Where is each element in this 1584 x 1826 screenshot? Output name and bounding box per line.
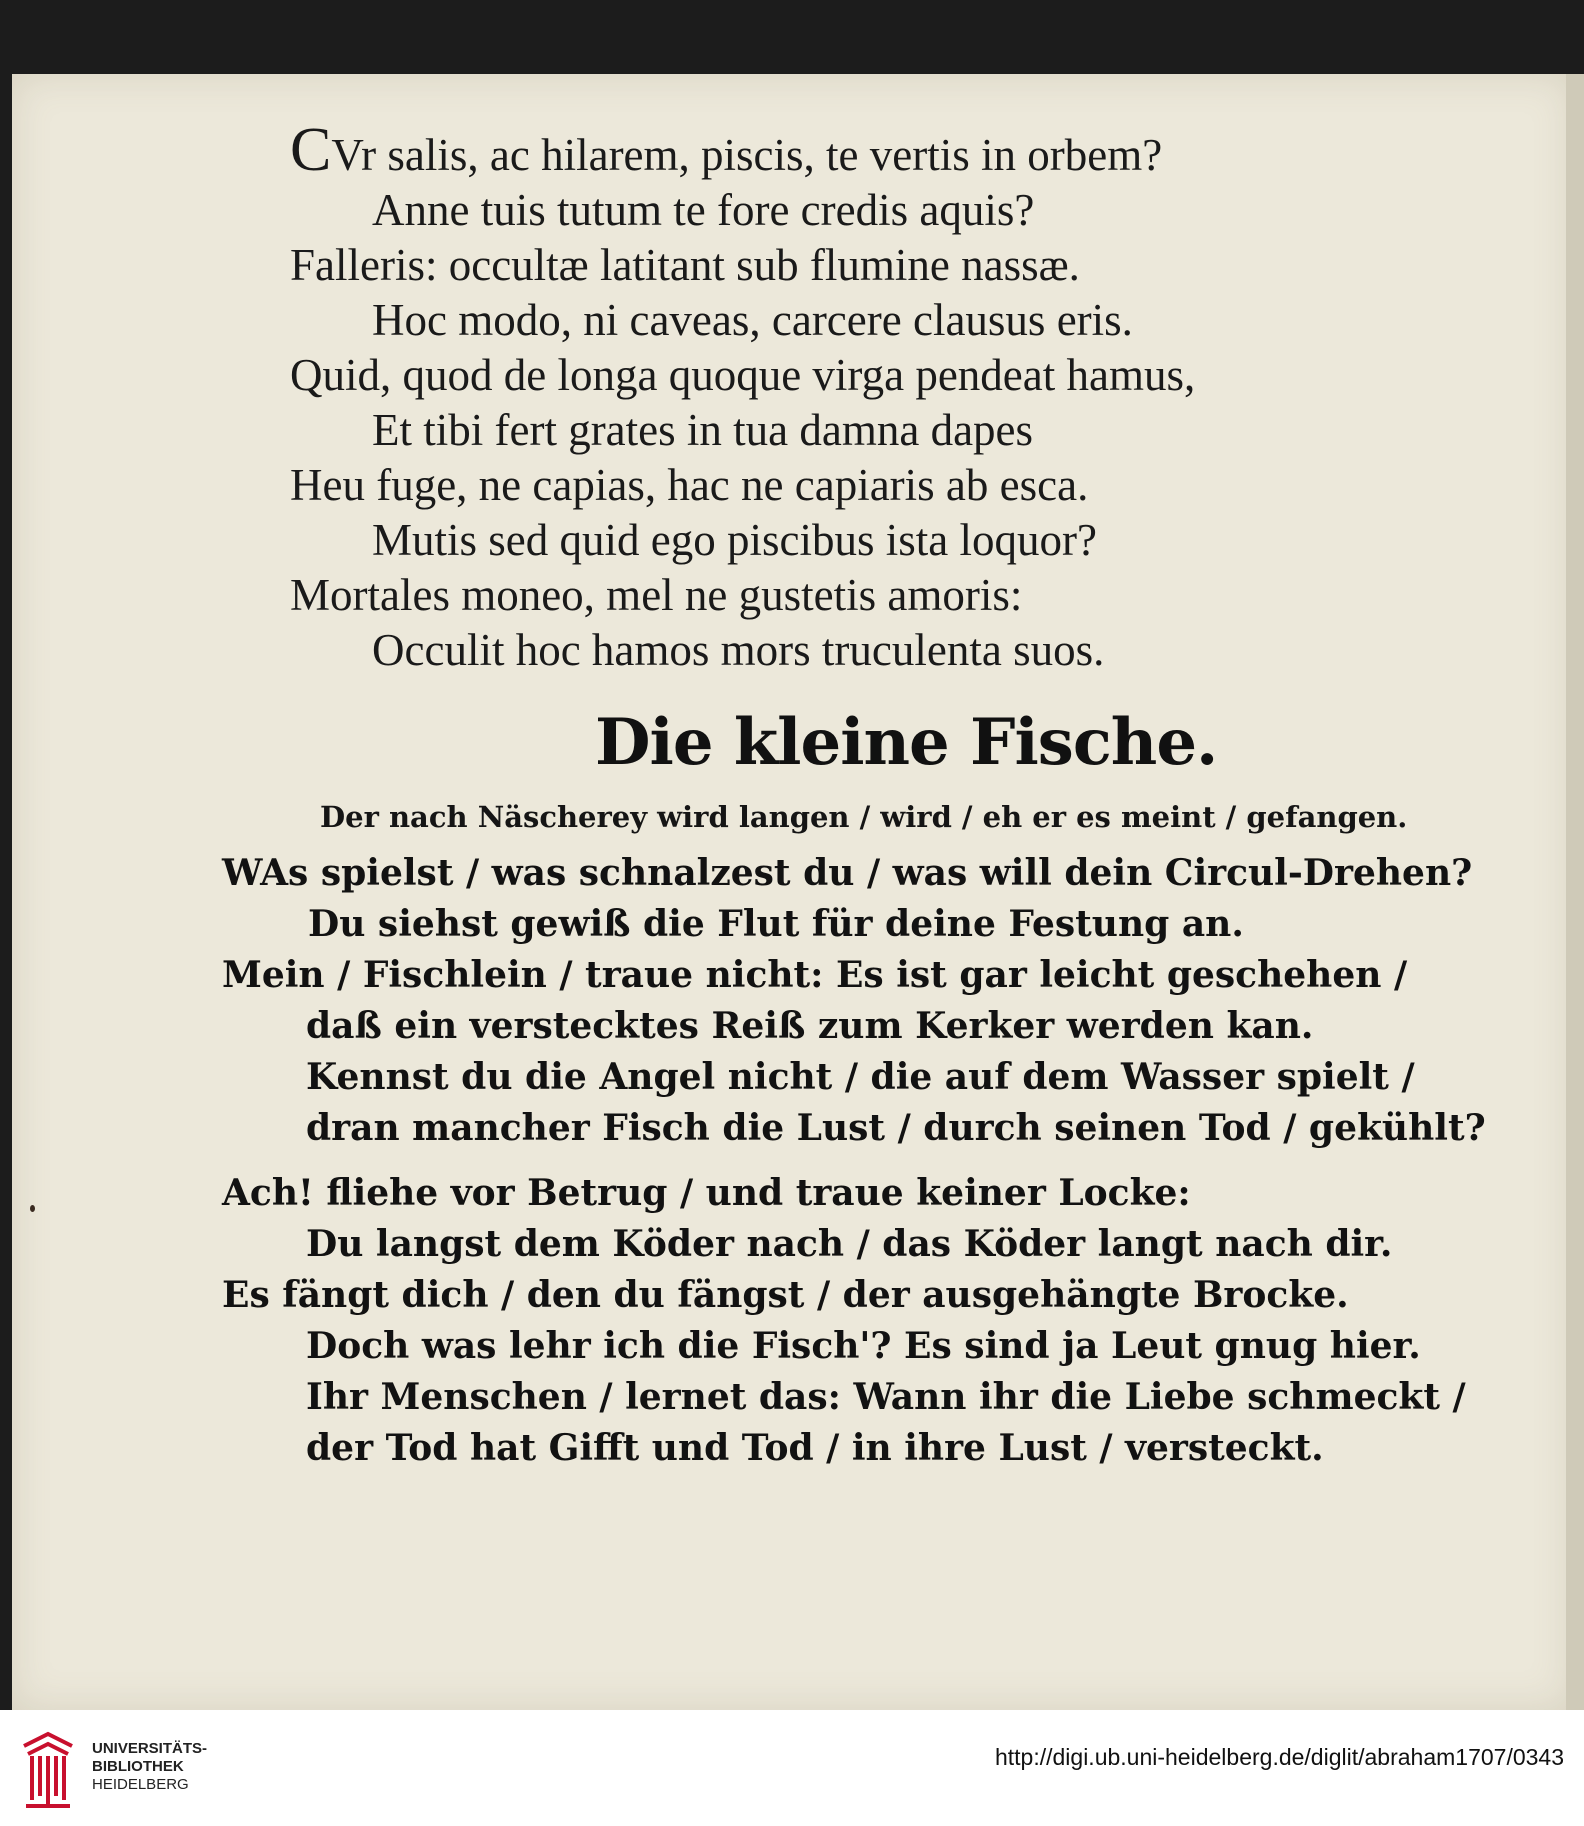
latin-line-2: Anne tuis tutum te fore credis aquis? bbox=[372, 185, 1035, 235]
library-name-line-3: HEIDELBERG bbox=[92, 1776, 189, 1793]
german-line-2: Du siehst gewiß die Flut für deine Festung an. bbox=[308, 903, 1244, 945]
latin-line-10: Occulit hoc hamos mors truculenta suos. bbox=[372, 625, 1105, 675]
german-line-3: Mein / Fischlein / traue nicht: Es ist gar leicht geschehen / bbox=[222, 954, 1408, 996]
german-line-5: Kennst du die Angel nicht / die auf dem Wasser spielt / bbox=[306, 1056, 1415, 1098]
latin-line-3: Falleris: occultæ latitant sub flumine nassæ. bbox=[290, 240, 1080, 290]
library-name[interactable] bbox=[92, 1740, 207, 1794]
library-logo-icon[interactable] bbox=[18, 1726, 78, 1810]
german-line-7: Ach! fliehe vor Betrug / und traue keiner Locke: bbox=[222, 1172, 1191, 1214]
german-line-11: Ihr Menschen / lernet das: Wann ihr die Liebe schmeckt / bbox=[306, 1376, 1466, 1418]
latin-line-6: Et tibi fert grates in tua damna dapes bbox=[372, 405, 1034, 455]
library-name-line-2: BIBLIOTHEK bbox=[92, 1758, 184, 1775]
latin-initial: C bbox=[290, 116, 332, 184]
latin-line-9: Mortales moneo, mel ne gustetis amoris: bbox=[290, 570, 1023, 620]
latin-poem bbox=[290, 116, 1350, 678]
stanza-gap bbox=[222, 1154, 1362, 1168]
german-line-1: WAs spielst / was schnalzest du / was will dein Circul-Drehen? bbox=[222, 852, 1473, 894]
latin-line-1: CVr salis, ac hilarem, piscis, te vertis in orbem? bbox=[290, 116, 1163, 184]
library-name-line-1: UNIVERSITÄTS- bbox=[92, 1740, 208, 1757]
german-line-4: daß ein verstecktes Reiß zum Kerker werden kan. bbox=[306, 1005, 1314, 1047]
permalink-url[interactable]: http://digi.ub.uni-heidelberg.de/diglit/abraham1707/0343 bbox=[994, 1744, 1564, 1770]
german-line-10: Doch was lehr ich die Fisch'? Es sind ja Leut gnug hier. bbox=[306, 1325, 1421, 1367]
page-edge bbox=[1566, 74, 1584, 1710]
latin-line-7: Heu fuge, ne capias, hac ne capiaris ab esca. bbox=[290, 460, 1089, 510]
german-poem-motto: Der nach Näscherey wird langen / wird / eh er es meint / gefangen. bbox=[320, 800, 1408, 834]
german-line-12: der Tod hat Gifft und Tod / in ihre Lust / versteckt. bbox=[306, 1427, 1324, 1469]
german-poem bbox=[222, 848, 1486, 1474]
german-poem-title: Die kleine Fische. bbox=[595, 705, 1218, 780]
latin-line-4: Hoc modo, ni caveas, carcere clausus eris. bbox=[372, 295, 1133, 345]
german-line-9: Es fängt dich / den du fängst / der ausgehängte Brocke. bbox=[222, 1274, 1349, 1316]
german-line-6: dran mancher Fisch die Lust / durch seinen Tod / gekühlt? bbox=[306, 1107, 1486, 1149]
latin-line-5: Quid, quod de longa quoque virga pendeat hamus, bbox=[290, 350, 1196, 400]
latin-line-8: Mutis sed quid ego piscibus ista loquor? bbox=[372, 515, 1097, 565]
german-line-8: Du langst dem Köder nach / das Köder langt nach dir. bbox=[306, 1223, 1393, 1265]
viewer-footer bbox=[0, 1710, 1584, 1826]
ink-speck bbox=[30, 1205, 35, 1212]
